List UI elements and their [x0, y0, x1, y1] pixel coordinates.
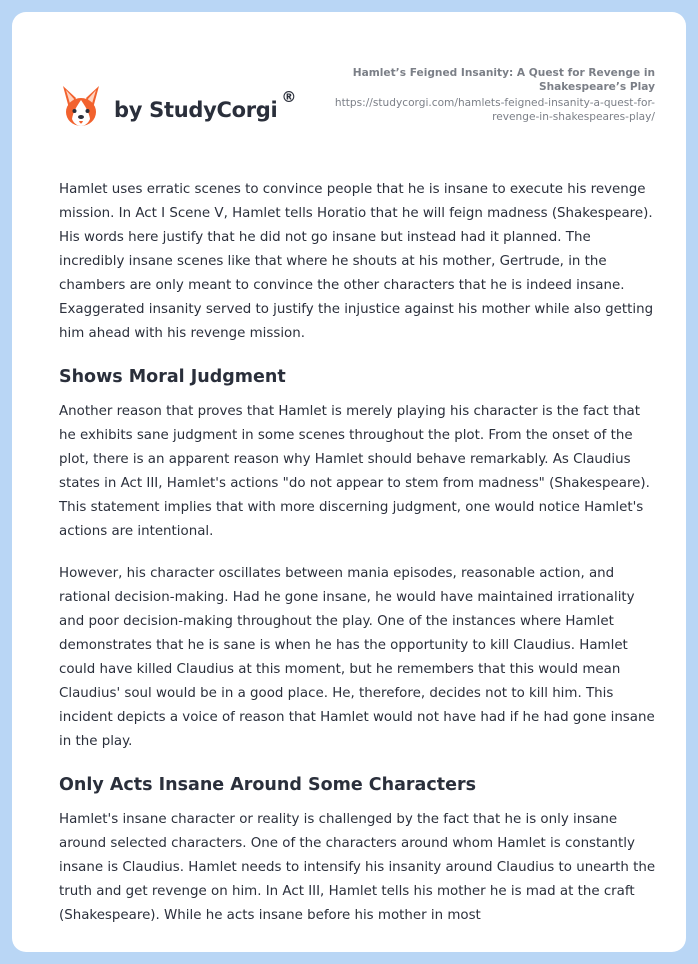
paragraph: Hamlet uses erratic scenes to convince people that he is insane to execute his revenge mission. In Act I Scene V, Hamlet tells Horatio that he will feign madness (Shakespeare). His words here justify that he did not go insane but instead had it planned. The incredibly insane scenes like that where he shouts at his mother, Gertrude, in the chambers are only meant to convince the other characters that he is indeed insane. Exaggerated insanity served to justify the injustice against his mother while also getting him ahead with his revenge mission.: [59, 182, 654, 341]
article-body: [59, 178, 659, 946]
document-title: Hamlet’s Feigned Insanity: A Quest for Revenge in Shakespeare’s Play: [352, 67, 655, 93]
section-heading: Only Acts Insane Around Some Characters: [59, 775, 477, 795]
page-header: [12, 12, 686, 162]
paragraph: Hamlet's insane character or reality is challenged by the fact that he is only insane around selected characters. One of the characters around whom Hamlet is constantly insane is Claudius. Hamlet needs to intensify his insanity around Claudius to unearth the truth and get revenge on him. In Act III, Hamlet tells his mother he is mad at the craft (Shakespeare). While he acts insane before his mother in most: [59, 812, 656, 923]
corgi-icon: [60, 82, 102, 132]
logo-text: by StudyCorgi: [114, 98, 278, 122]
document-page: [12, 12, 686, 952]
paragraph: However, his character oscillates between mania episodes, reasonable action, and rational decision-making. Had he gone insane, he would have maintained irrationality and poor decision-making throughout the play. One of the instances where Hamlet demonstrates that he is sane is when he has the opportunity to kill Claudius. Hamlet could have killed Claudius at this moment, but he remembers that this would mean Claudius' soul would be in a good place. He, therefore, decides not to kill him. This incident depicts a voice of reason that Hamlet would not have had if he had gone insane in the play.: [59, 566, 655, 749]
registered-mark: ®: [281, 88, 297, 106]
section-heading: Shows Moral Judgment: [59, 367, 286, 387]
document-url[interactable]: https://studycorgi.com/hamlets-feigned-insanity-a-quest-for-revenge-in-shakespeares-play/: [334, 97, 655, 123]
studycorgi-logo[interactable]: [60, 76, 296, 138]
paragraph: Another reason that proves that Hamlet is merely playing his character is the fact that he exhibits sane judgment in some scenes throughout the plot. From the onset of the plot, there is an apparent reason why Hamlet should behave remarkably. As Claudius states in Act III, Hamlet's actions "do not appear to stem from madness" (Shakespeare). This statement implies that with more discerning judgment, one would notice Hamlet's actions are intentional.: [59, 404, 650, 539]
document-meta: [295, 66, 655, 124]
